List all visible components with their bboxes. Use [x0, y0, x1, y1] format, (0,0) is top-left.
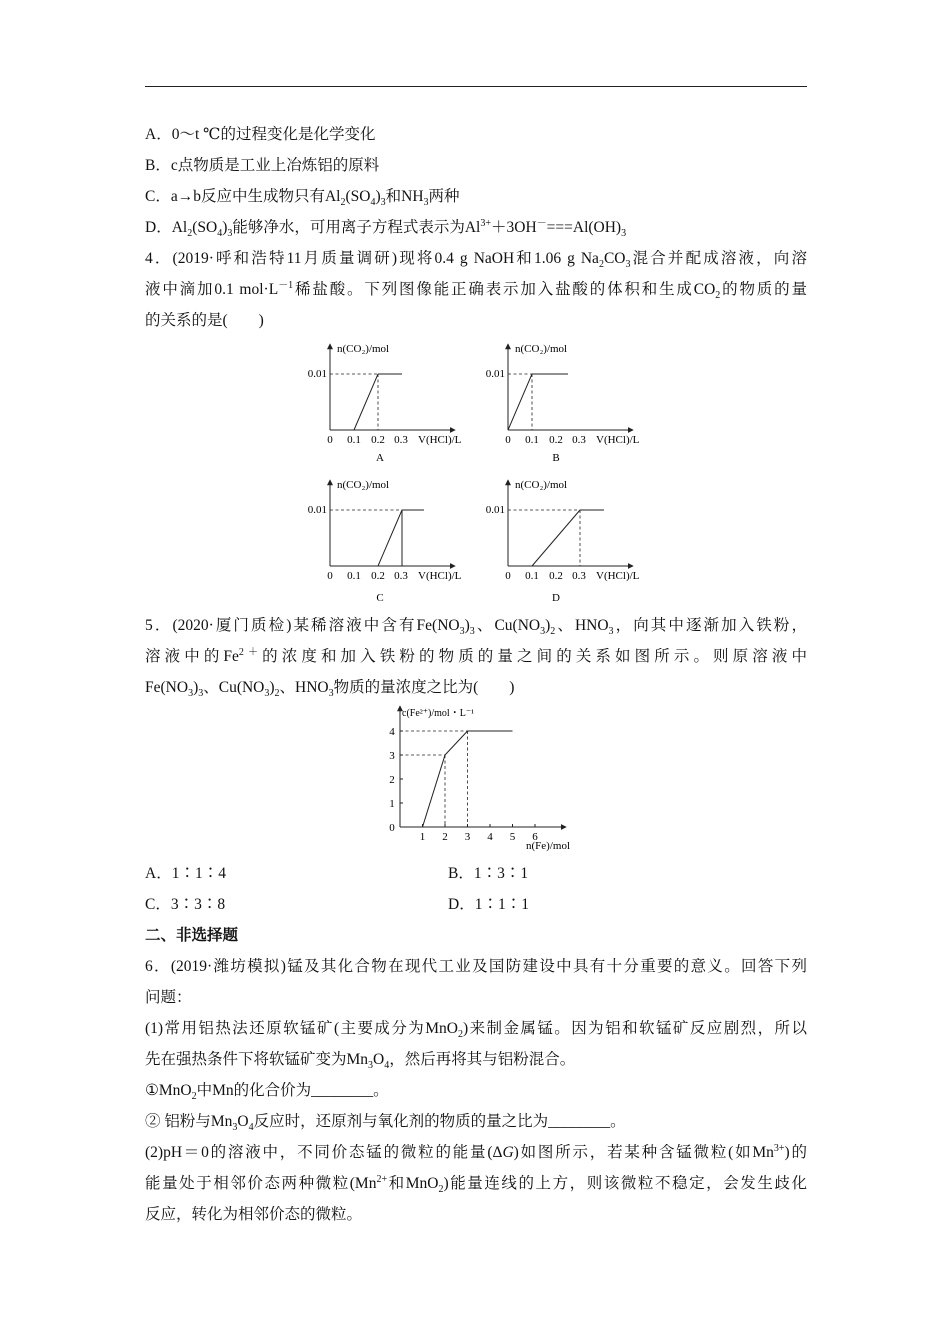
q6-part1-line-1: (1)常用铝热法还原软锰矿(主要成分为MnO$_2$)来制金属锰。因为铝和软锰矿反应剧烈，所以 [145, 1020, 807, 1041]
x-axis-label: n(Fe)/mol [526, 840, 570, 852]
graph-a [300, 340, 480, 470]
y-axis-label: n(CO₂)/mol [515, 343, 568, 355]
q6-sub-question-2: ② 铝粉与$Mn_3O_4$反应时，还原剂与氧化剂的物质的量之比为________。 [145, 1113, 626, 1134]
q6-part2-line-2: 能量处于相邻价态两种微粒($Mn^{2+}$和MnO$_2$)能量连线的上方，则该微粒不稳定，会发生歧化 [145, 1173, 807, 1196]
q4-line-3: 的关系的是( ) [145, 312, 264, 329]
y-axis-label: n(CO₂)/mol [515, 479, 568, 491]
q6-line-1: 6．(2019·潍坊模拟)锰及其化合物在现代工业及国防建设中具有十分重要的意义。回答下列 [145, 958, 807, 975]
q3-option-c: C．a→b反应中生成物只有$Al_2(SO_4)_3$和$NH_3$两种 [145, 188, 460, 209]
x-tick-0-3: 0.3 [572, 570, 586, 582]
graph-d [478, 476, 658, 606]
x-axis-label: V(HCl)/L [596, 434, 640, 446]
q3-option-b: B．c点物质是工业上冶炼铝的原料 [145, 157, 380, 174]
header-rule [145, 86, 807, 87]
q5-line-3: $Fe(NO_3)_3$、$Cu(NO_3)_2$、$HNO_3$物质的量浓度之比为( ) [145, 679, 515, 700]
series-segment [423, 755, 446, 827]
q6-part1-line-2: 先在强热条件下将软锰矿变为$Mn_3O_4$，然后再将其与铝粉混合。 [145, 1051, 576, 1072]
y-tick-label: 0.01 [307, 504, 327, 516]
q5-option-b: B．1∶3∶1 [448, 865, 529, 882]
series-segment [508, 374, 532, 430]
x-tick-0: 0 [505, 434, 511, 446]
x-tick-label: 1 [419, 831, 426, 843]
y-tick-label: 2 [389, 774, 395, 786]
y-tick-label: 0.01 [485, 504, 505, 516]
series-segment [532, 510, 580, 566]
y-tick-label: 0.01 [485, 368, 505, 380]
x-tick-label: 2 [442, 831, 448, 843]
x-tick-label: 5 [509, 831, 516, 843]
x-tick-0-2: 0.2 [371, 434, 385, 446]
x-tick-0-1: 0.1 [347, 434, 361, 446]
y-axis-label: n(CO₂)/mol [337, 479, 390, 491]
y-axis-label: n(CO₂)/mol [337, 343, 390, 355]
x-tick-label: 6 [532, 831, 538, 843]
x-tick-label: 3 [464, 831, 471, 843]
x-tick-0-2: 0.2 [549, 570, 563, 582]
q6-sub-question-1: ①MnO$_2$中Mn的化合价为________。 [145, 1082, 389, 1103]
origin-label: 0 [389, 822, 395, 834]
y-tick-label: 0.01 [307, 368, 327, 380]
q4-line-1: 4．(2019·呼和浩特11月质量调研)现将0.4 g NaOH和1.06 g $Na_2CO_3$混合并配成溶液，向溶 [145, 250, 807, 271]
q5-option-d: D．1∶1∶1 [448, 896, 529, 913]
panel-label: B [552, 452, 560, 464]
series-segment [378, 510, 402, 566]
x-tick-0: 0 [327, 434, 333, 446]
x-tick-0-2: 0.2 [549, 434, 563, 446]
x-axis-label: V(HCl)/L [418, 570, 462, 582]
q6-line-2: 问题： [145, 989, 192, 1006]
x-tick-0-3: 0.3 [572, 434, 586, 446]
panel-label: D [552, 592, 560, 604]
section-heading: 二、非选择题 [145, 927, 239, 944]
y-axis-label: c(Fe²⁺)/mol・L⁻¹ [402, 708, 475, 719]
x-tick-0: 0 [505, 570, 511, 582]
x-tick-0-1: 0.1 [347, 570, 361, 582]
q4-line-2: 液中滴加0.1 $mol\cdot L^{-1}$稀盐酸。下列图像能正确表示加入盐酸的体积和生成$CO_2$的物质的量 [145, 279, 807, 302]
x-axis-label: V(HCl)/L [596, 570, 640, 582]
x-tick-0-3: 0.3 [394, 570, 408, 582]
graph-c [300, 476, 480, 606]
tick-group [389, 726, 538, 843]
q6-part2-line-3: 反应，转化为相邻价态的微粒。 [145, 1206, 363, 1223]
panel-label: C [376, 592, 384, 604]
x-tick-0-3: 0.3 [394, 434, 408, 446]
q5-option-c: C．3∶3∶8 [145, 896, 226, 913]
x-axis-label: V(HCl)/L [418, 434, 462, 446]
x-tick-0-1: 0.1 [525, 434, 539, 446]
q5-option-a: A．1∶1∶4 [145, 865, 226, 882]
q5-line-2: 溶液中的$Fe^{2+}$的浓度和加入铁粉的物质的量之间的关系如图所示。则原溶液中 [145, 646, 807, 665]
y-tick-label: 1 [389, 798, 395, 810]
q5-line-1: 5．(2020·厦门质检)某稀溶液中含有$Fe(NO_3)_3$、$Cu(NO_3)_2$、$HNO_3$，向其中逐渐加入铁粉， [145, 617, 807, 638]
q6-part2-line-1: (2)pH＝0的溶液中，不同价态锰的微粒的能量(ΔG)如图所示，若某种含锰微粒(如$Mn^{3+}$)的 [145, 1142, 808, 1161]
q3-option-d: D．$Al_2(SO_4)_3$能够净水，可用离子方程式表示为$Al^{3+}+3OH^-===Al(OH)_3$ [145, 217, 627, 240]
y-tick-label: 3 [389, 750, 395, 762]
q3-option-a: A．0～t ℃的过程变化是化学变化 [145, 126, 376, 143]
x-tick-0-2: 0.2 [371, 570, 385, 582]
x-tick-label: 4 [487, 831, 493, 843]
x-tick-0: 0 [327, 570, 333, 582]
graph-b [478, 340, 658, 470]
series-segment [354, 374, 378, 430]
series-segment [445, 731, 468, 755]
panel-label: A [376, 452, 384, 464]
fe-concentration-graph [370, 702, 580, 854]
y-tick-label: 4 [389, 726, 395, 738]
x-tick-0-1: 0.1 [525, 570, 539, 582]
